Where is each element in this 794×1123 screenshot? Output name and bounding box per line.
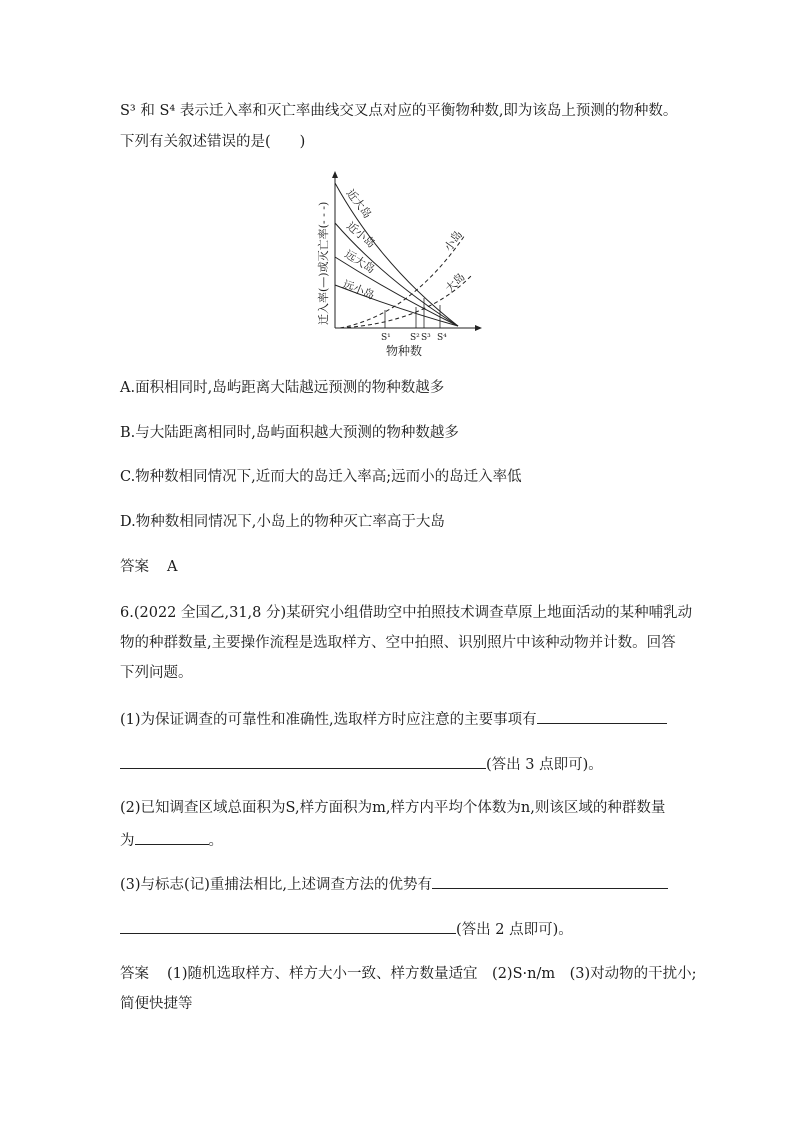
q6-sub3-cont bbox=[120, 918, 573, 940]
answer-2-line-2: 简便快捷等 bbox=[120, 996, 193, 1012]
sub3-tail: (答出 2 点即可)。 bbox=[456, 922, 573, 938]
sub1-text: (1)为保证调查的可靠性和准确性,选取样方时应注意的主要事项有 bbox=[120, 712, 537, 728]
q6-line-1: 6.(2022 全国乙,31,8 分)某研究小组借助空中拍照技术调查草原上地面活动的某种哺乳动 bbox=[120, 605, 693, 621]
sub1-blank-b bbox=[120, 753, 486, 769]
answer2-label: 答案 bbox=[120, 966, 149, 982]
answer-2-line-1 bbox=[120, 964, 697, 984]
option-b: B.与大陆距离相同时,岛屿面积越大预测的物种数越多 bbox=[120, 425, 459, 441]
option-c: C.物种数相同情况下,近而大的岛迁入率高;远而小的岛迁入率低 bbox=[120, 469, 522, 485]
label-small-island: 小岛 bbox=[441, 228, 466, 254]
label-large-island: 大岛 bbox=[442, 270, 468, 296]
label-far-small: 远小岛 bbox=[340, 277, 377, 303]
intro-line-2: 下列有关叙述错误的是( ) bbox=[120, 134, 306, 150]
tick-s4: S⁴ bbox=[437, 333, 447, 343]
sub1-blank-a bbox=[537, 708, 667, 724]
q6-line-3: 下列问题。 bbox=[120, 665, 193, 681]
y-axis-label: 迁入率(—)或灭亡率(- - -) bbox=[317, 201, 330, 325]
q6-line-2: 物的种群数量,主要操作流程是选取样方、空中拍照、识别照片中该种动物并计数。回答 bbox=[120, 635, 676, 651]
x-axis-arrow bbox=[475, 325, 482, 331]
tick-s2: S² bbox=[410, 333, 420, 343]
x-axis-label: 物种数 bbox=[386, 344, 423, 358]
option-d: D.物种数相同情况下,小岛上的物种灭亡率高于大岛 bbox=[120, 514, 445, 530]
q6-sub2: (2)已知调查区域总面积为S,样方面积为m,样方内平均个体数为n,则该区域的种群数量 bbox=[120, 800, 666, 816]
q6-sub1-cont bbox=[120, 753, 603, 775]
label-far-large: 远大岛 bbox=[342, 247, 378, 277]
sub2-tail: 。 bbox=[208, 833, 223, 849]
label-near-small: 近小岛 bbox=[344, 219, 378, 251]
option-a: A.面积相同时,岛屿距离大陆越远预测的物种数越多 bbox=[120, 380, 445, 396]
sub1-tail: (答出 3 点即可)。 bbox=[486, 757, 603, 773]
tick-s3: S³ bbox=[421, 333, 431, 343]
sub2-prefix: 为 bbox=[120, 833, 135, 849]
q6-sub3 bbox=[120, 873, 668, 895]
answer-1 bbox=[120, 557, 177, 577]
answer-label: 答案 bbox=[120, 559, 149, 575]
sub2-blank bbox=[135, 829, 209, 845]
q6-sub1 bbox=[120, 708, 667, 730]
answer2-line1: (1)随机选取样方、样方大小一致、样方数量适宜 (2)S·n/m (3)对动物的干扰小; bbox=[167, 966, 697, 982]
species-equilibrium-figure bbox=[300, 165, 500, 360]
label-near-large: 近大岛 bbox=[343, 186, 375, 221]
intro-line-1: S³ 和 S⁴ 表示迁入率和灭亡率曲线交叉点对应的平衡物种数,即为该岛上预测的物种数。 bbox=[120, 103, 678, 119]
sub3-blank-b bbox=[120, 918, 456, 934]
sub3-text: (3)与标志(记)重捕法相比,上述调查方法的优势有 bbox=[120, 877, 432, 893]
y-axis-arrow bbox=[332, 171, 338, 178]
tick-s1: S¹ bbox=[381, 333, 391, 343]
sub3-blank-a bbox=[432, 873, 668, 889]
q6-sub2-cont bbox=[120, 829, 223, 851]
answer-value: A bbox=[167, 559, 178, 575]
